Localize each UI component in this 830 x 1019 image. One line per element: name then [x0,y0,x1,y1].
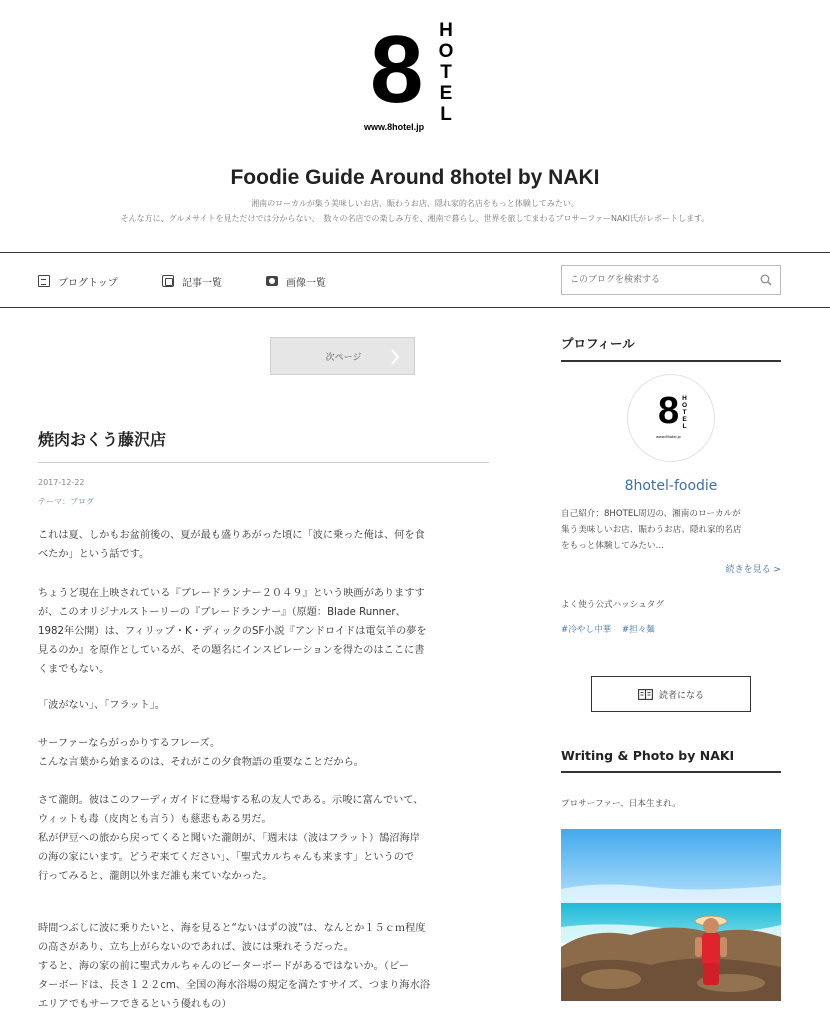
paragraph-line: 行ってみると、瀧朗以外まだ誰も来ていなかった。 [38,871,273,882]
article-paragraph [38,919,493,1014]
search-icon[interactable] [760,274,772,286]
nav-article-list-label: 記事一覧 [182,277,222,289]
global-nav [0,252,830,308]
read-more-link[interactable]: 続きを見る > [725,565,781,575]
camera-icon [266,276,278,286]
paragraph-line: ウィットも毒（皮肉とも言う）も慈悲もある男だ。 [38,814,272,825]
paragraph-line: の海の家にいます。どうぞ来てください」、「聖式カルちゃんも来ます」というので [38,852,415,863]
paragraph-line: さて瀧朗。彼はこのフーディガイドに登場する私の友人である。示唆に富んでいて、 [38,795,424,806]
bio-line: 自己紹介：8HOTEL周辺の、湘南のローカルが [561,509,741,519]
article-paragraph [38,526,493,564]
writer-photo[interactable] [561,829,781,1001]
paragraph-line: くまでもない。 [38,664,110,675]
paragraph-line: べたか」という話です。 [38,549,150,560]
avatar-logo-number: 8 [658,390,680,432]
article-paragraph [38,696,493,715]
paragraph-line: ターボードは、長さ１２２cm、全国の海水浴場の規定を満たすサイズ、つまり海水浴 [38,980,430,991]
avatar-logo-url: www.8hotel.jp [656,435,681,439]
blog-description-line1: 湘南のローカルが集う美味しいお店、賑わうお店、隠れ家的名店をもっと体験してみたい。 [251,199,579,208]
profile-heading: プロフィール [561,334,781,362]
writer-heading: Writing & Photo by NAKI [561,748,781,773]
logo-word: HOTEL [438,20,454,125]
article-theme [38,496,94,507]
paragraph-line: 私が伊豆への旅から戻ってくると聞いた瀧朗が、「週末は（波はフラット）鵠沼海岸 [38,833,420,844]
paragraph-line: が、このオリジナルストーリーの『ブレードランナー』（原題：Blade Runner、 [38,607,406,618]
paragraph-line: エリアでもサーフできるという優れもの） [38,999,232,1010]
paragraph-line: の高さがあり、立ち上がらないのであれば、波には乗れそうだった。 [38,942,354,953]
hashtag-link[interactable]: #担々麺 [621,625,655,635]
article-paragraph [38,584,493,679]
document-icon [38,275,50,287]
hashtag-link[interactable]: #冷やし中華 [561,625,612,635]
nav-article-list[interactable] [162,272,222,290]
paragraph-line: サーファーならがっかりするフレーズ。 [38,738,221,749]
copy-icon [162,275,174,287]
nav-image-list-label: 画像一覧 [286,277,326,289]
article-date: 2017-12-22 [38,478,85,487]
chevron-right-icon [390,348,400,366]
paragraph-line: 時間つぶしに波に乗りたいと、海を見ると“ないはずの波”は、なんとか１５ｃｍ程度 [38,923,426,934]
search-input[interactable] [562,266,752,294]
nav-image-list[interactable] [266,272,326,290]
writer-description: プロサーファー、日本生まれ。 [561,799,681,809]
logo-url: www.8hotel.jp [364,122,425,132]
next-page-label: 次ページ [325,353,362,363]
search-box [561,265,781,295]
8hotel-logo[interactable] [362,18,462,140]
blog-header [0,0,830,252]
theme-link[interactable]: ブログ [70,497,94,506]
avatar[interactable] [627,374,715,462]
paragraph-line: 1982年公開）は、フィリップ・K・ディックのSF小説『アンドロイドは電気羊の夢を [38,626,427,637]
nav-blog-top-label: ブログトップ [58,277,118,289]
paragraph-line: 見るのか』を原作としているが、その題名にインスピレーションを得たのはここに書 [38,645,425,656]
book-icon [638,689,653,700]
logo-number: 8 [370,16,422,123]
next-page-button[interactable] [270,337,415,375]
blog-title[interactable]: Foodie Guide Around 8hotel by NAKI [230,166,600,189]
nav-blog-top[interactable] [38,272,118,290]
bio-line: 集う美味しいお店、賑わうお店、隠れ家的名店 [561,525,742,535]
paragraph-line: これは夏、しかもお盆前後の、夏が最も盛りあがった頃に「波に乗った俺は、何を食 [38,530,425,541]
profile-name-link[interactable]: 8hotel-foodie [624,478,718,494]
article-paragraph [38,791,493,886]
hashtag-heading: よく使う公式ハッシュタグ [561,600,664,610]
profile-bio [561,506,783,554]
subscribe-button[interactable] [591,676,751,712]
paragraph-line: 「波がない」、「フラット」。 [38,700,166,711]
paragraph-line: こんな言葉から始まるのは、それがこの夕食物語の重要なことだから。 [38,757,364,768]
article-title[interactable]: 焼肉おくう藤沢店 [38,430,167,449]
subscribe-label: 読者になる [658,690,704,701]
hashtag-list [561,623,663,635]
title-divider [38,462,489,463]
avatar-logo-word: HOTEL [681,395,688,430]
theme-prefix: テーマ： [38,497,70,506]
paragraph-line: ちょうど現在上映されている『ブレードランナー２０４９』という映画がありますす [38,588,425,599]
article-paragraph [38,734,493,772]
blog-description-line2: そんな方に、グルメサイトを見ただけでは分からない、 数々の名店での楽しみ方を、湘南で暮らし、世界を旅してまわるプロサーファーNAKI氏がレポートします。 [120,214,710,223]
bio-line: をもっと体験してみたい… [561,541,665,551]
paragraph-line: すると、海の家の前に聖式カルちゃんのビーターボードがあるではないか。（ビー [38,961,409,972]
